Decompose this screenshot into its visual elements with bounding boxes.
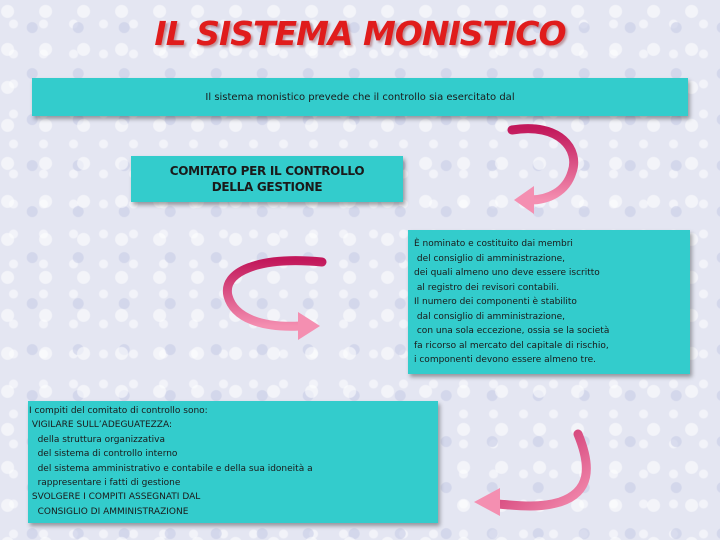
nomina-line: dei quali almeno uno deve essere iscritto (414, 268, 600, 278)
committee-line-1: COMITATO PER IL CONTROLLO (169, 164, 365, 178)
compiti-line: del sistema di controllo interno (29, 449, 178, 460)
nomina-line: È nominato e costituito dai membri (414, 239, 573, 249)
slide-title: IL SISTEMA MONISTICO (154, 14, 566, 53)
curved-arrow-left-icon (227, 261, 322, 340)
compiti-line: I compiti del comitato di controllo sono: (29, 406, 208, 416)
curved-arrow-right-icon (512, 129, 574, 214)
compiti-line: VIGILARE SULL’ADEGUATEZZA: (29, 420, 173, 431)
compiti-line: della struttura organizzativa (29, 434, 165, 445)
nomina-line: fa ricorso al mercato del capitale di rischio, (414, 340, 609, 351)
committee-line-2: DELLA GESTIONE (211, 180, 323, 194)
curved-arrow-down-left-icon (474, 434, 586, 516)
intro-text: Il sistema monistico prevede che il controllo sia esercitato dal (205, 91, 515, 103)
compiti-line: del sistema amministrativo e contabile e della sua idoneità a (29, 463, 313, 474)
nomina-line: del consiglio di amministrazione, (414, 253, 565, 264)
compiti-line: CONSIGLIO DI AMMINISTRAZIONE (29, 506, 189, 517)
nomina-line: al registro dei revisori contabili. (414, 282, 560, 293)
nomina-line: Il numero dei componenti è stabilito (414, 297, 577, 307)
compiti-line: rappresentare i fatti di gestione (29, 478, 181, 489)
nomina-line: i componenti devono essere almeno tre. (414, 355, 596, 365)
nomina-line: dal consiglio di amministrazione, (414, 311, 565, 322)
nomina-line: con una sola eccezione, ossia se la società (414, 326, 610, 336)
compiti-line: SVOLGERE I COMPITI ASSEGNATI DAL (29, 492, 201, 503)
